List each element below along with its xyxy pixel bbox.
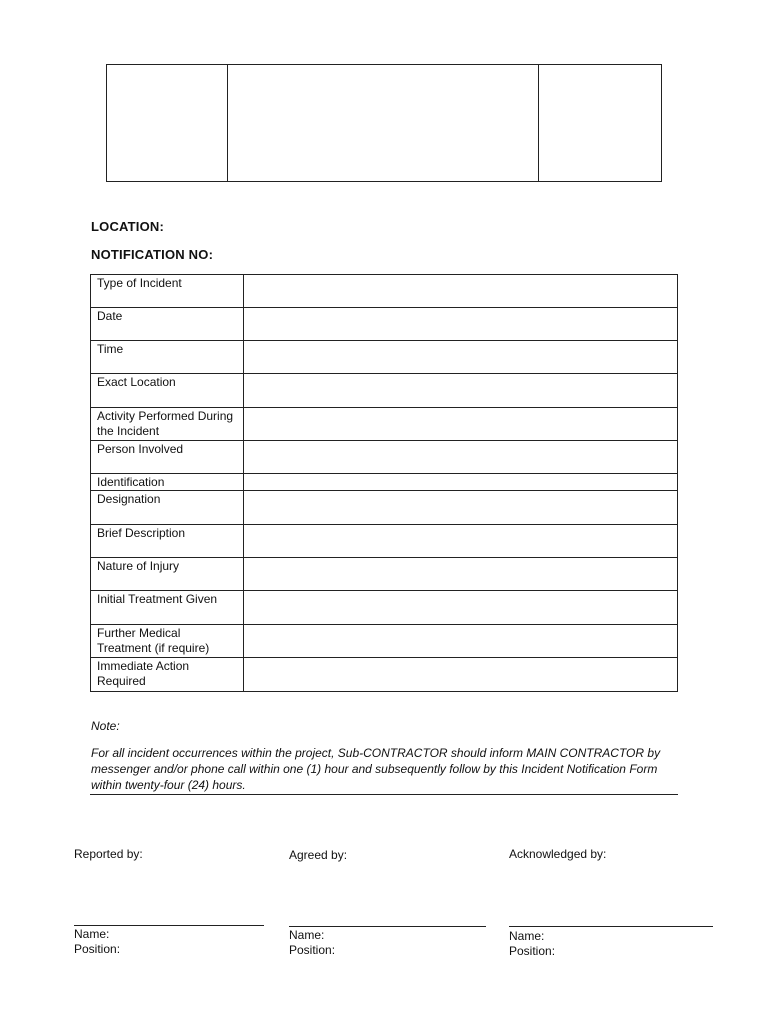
table-row [91, 491, 678, 525]
signature-block-acknowledged [509, 847, 713, 959]
signature-line[interactable] [74, 925, 264, 926]
signature-title: Reported by: [74, 847, 143, 861]
row-label: Identification [91, 474, 244, 491]
row-label: Activity Performed During the Incident [91, 408, 244, 441]
row-label: Initial Treatment Given [91, 591, 244, 625]
row-label: Nature of Injury [91, 558, 244, 591]
table-row [91, 275, 678, 308]
table-row [91, 658, 678, 692]
header-cell-title [228, 65, 539, 181]
row-label: Date [91, 308, 244, 341]
row-label: Further Medical Treatment (if require) [91, 625, 244, 658]
row-value-field[interactable] [244, 408, 678, 441]
row-value-field[interactable] [244, 658, 678, 692]
signature-block-agreed [289, 848, 486, 958]
table-row [91, 441, 678, 474]
header-cell-logo [107, 65, 228, 181]
table-row [91, 558, 678, 591]
signature-block-reported [74, 847, 264, 957]
signature-position-label: Position: [289, 943, 336, 957]
row-label: Time [91, 341, 244, 374]
row-value-field[interactable] [244, 591, 678, 625]
signature-name-label: Name: [74, 927, 110, 941]
table-row [91, 408, 678, 441]
notification-no-label: NOTIFICATION NO: [91, 247, 214, 262]
row-value-field[interactable] [244, 374, 678, 408]
row-label: Exact Location [91, 374, 244, 408]
signature-name-label: Name: [289, 928, 325, 942]
note-divider [90, 794, 678, 795]
table-row [91, 374, 678, 408]
signature-position-label: Position: [74, 942, 121, 956]
row-value-field[interactable] [244, 341, 678, 374]
header-box [106, 64, 662, 182]
signature-line[interactable] [509, 926, 713, 927]
signature-title: Agreed by: [289, 848, 348, 862]
note-label: Note: [91, 719, 120, 733]
header-cell-ref [539, 65, 661, 181]
row-value-field[interactable] [244, 625, 678, 658]
signature-position-label: Position: [509, 944, 556, 958]
row-value-field[interactable] [244, 275, 678, 308]
row-value-field[interactable] [244, 525, 678, 558]
row-value-field[interactable] [244, 474, 678, 491]
row-label: Person Involved [91, 441, 244, 474]
table-row [91, 341, 678, 374]
table-row [91, 474, 678, 491]
row-label: Brief Description [91, 525, 244, 558]
location-label: LOCATION: [91, 219, 165, 234]
row-label: Type of Incident [91, 275, 244, 308]
signature-name-label: Name: [509, 929, 545, 943]
table-row [91, 308, 678, 341]
row-value-field[interactable] [244, 441, 678, 474]
row-value-field[interactable] [244, 558, 678, 591]
note-text: For all incident occurrences within the project, Sub-CONTRACTOR should inform MAIN CONTRACTOR by messenger and/or phone call within one (1) hour and subsequently follow by this Incident Notification Form within twenty-four (24) hours. [91, 746, 661, 792]
row-value-field[interactable] [244, 491, 678, 525]
row-label: Immediate Action Required [91, 658, 244, 692]
table-row [91, 525, 678, 558]
incident-details-table [90, 274, 678, 692]
table-row [91, 591, 678, 625]
table-row [91, 625, 678, 658]
signature-line[interactable] [289, 926, 486, 927]
row-label: Designation [91, 491, 244, 525]
row-value-field[interactable] [244, 308, 678, 341]
signature-title: Acknowledged by: [509, 847, 607, 861]
